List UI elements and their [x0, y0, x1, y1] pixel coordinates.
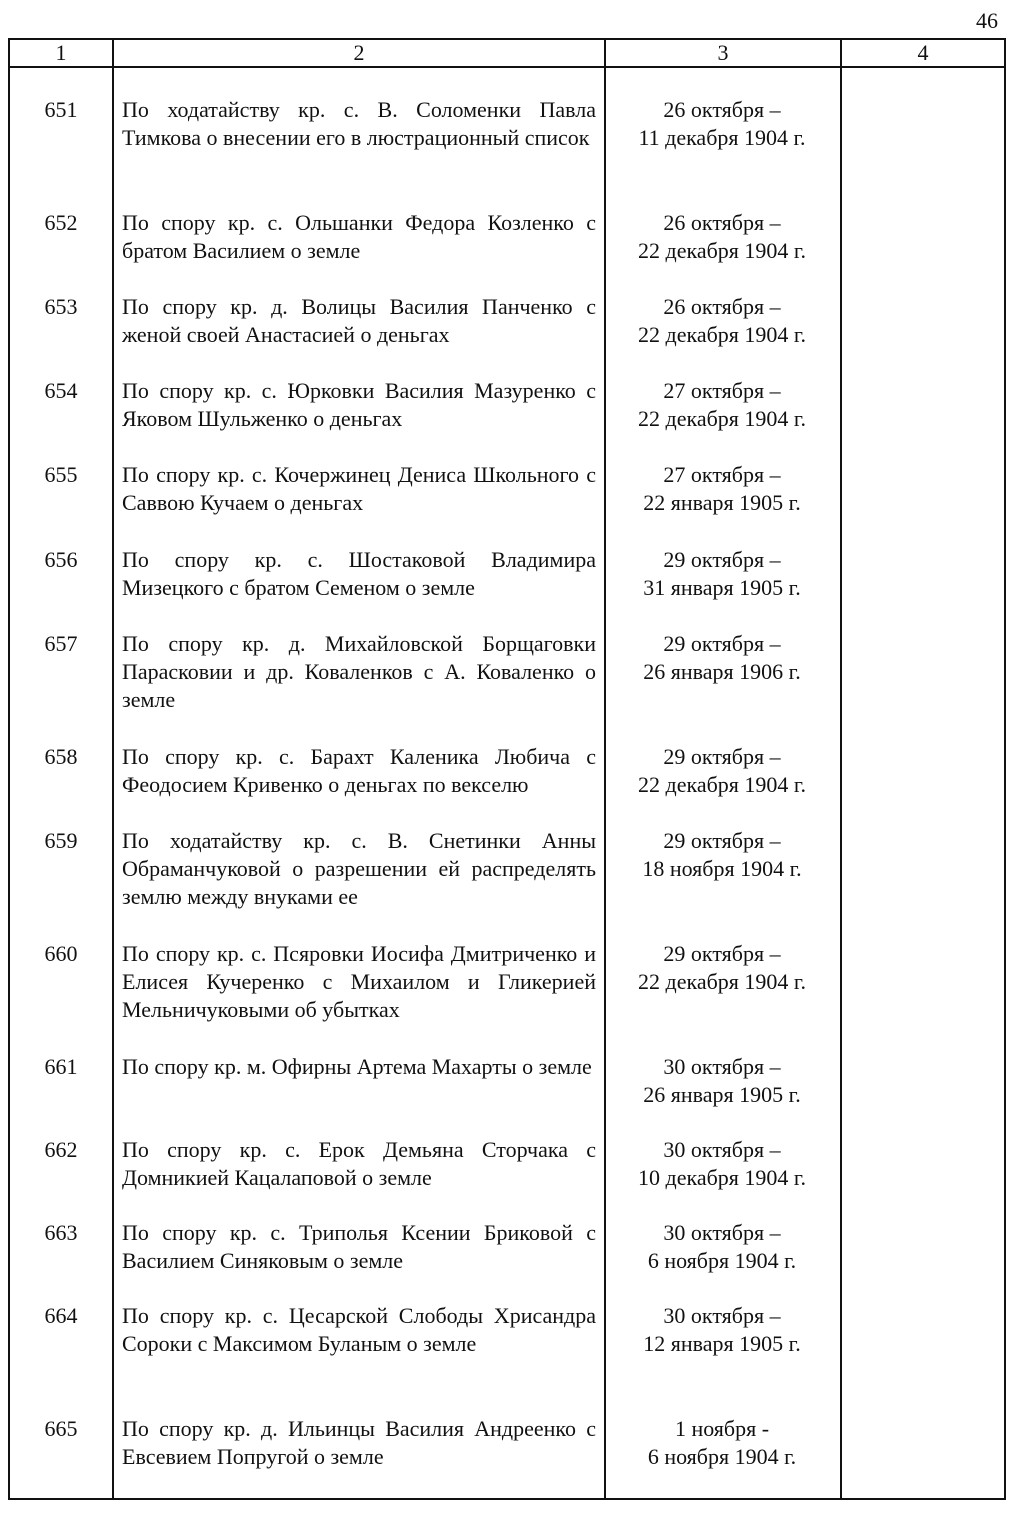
row-number: 658: [44, 744, 78, 769]
row-number: 665: [44, 1416, 78, 1441]
date-to: 22 декабря 1904 г.: [638, 238, 806, 263]
date-from: 30 октября –: [663, 1054, 781, 1079]
date-from: 30 октября –: [663, 1137, 781, 1162]
row-description: По ходатайству кр. с. В. Снетинки Анны Обраманчуковой о разрешении ей распределять землю между внуками ее: [122, 828, 596, 909]
row-description: По спору кр. с. Юрковки Василия Мазуренко с Яковом Шульженко о деньгах: [122, 378, 596, 431]
column-divider: [840, 40, 842, 1498]
date-to: 12 января 1905 г.: [643, 1331, 801, 1356]
header-col-3: 3: [717, 40, 729, 65]
page-number: 46: [976, 8, 998, 33]
row-number: 659: [44, 828, 78, 853]
row-number: 657: [44, 631, 78, 656]
date-from: 29 октября –: [663, 941, 781, 966]
row-description: По спору кр. с. Псяровки Иосифа Дмитриченко и Елисея Кучеренко с Михаилом и Гликерией Мельничуковыми об убытках: [122, 941, 596, 1022]
column-divider: [604, 40, 606, 1498]
row-number: 662: [44, 1137, 78, 1162]
row-dates: [608, 743, 836, 799]
archive-table: [8, 38, 1006, 1500]
row-dates: [608, 377, 836, 433]
date-to: 22 декабря 1904 г.: [638, 322, 806, 347]
row-description: По спору кр. д. Волицы Василия Панченко с женой своей Анастасией о деньгах: [122, 294, 596, 347]
row-number: 664: [44, 1303, 78, 1328]
table-header: [10, 40, 1004, 68]
row-dates: [608, 1136, 836, 1192]
date-from: 26 октября –: [663, 210, 781, 235]
row-description: По спору кр. м. Офирны Артема Махарты о земле: [122, 1054, 592, 1079]
column-divider: [112, 40, 114, 1498]
row-dates: [608, 461, 836, 517]
row-number: 654: [44, 378, 78, 403]
row-dates: [608, 546, 836, 602]
date-from: 29 октября –: [663, 744, 781, 769]
row-number: 653: [44, 294, 78, 319]
row-dates: [608, 827, 836, 883]
row-dates: [608, 1053, 836, 1109]
date-to: 11 декабря 1904 г.: [638, 125, 806, 150]
date-from: 30 октября –: [663, 1220, 781, 1245]
date-from: 29 октября –: [663, 547, 781, 572]
row-description: По спору кр. с. Кочержинец Дениса Школьного с Саввою Кучаем о деньгах: [122, 462, 596, 515]
header-col-2: 2: [353, 40, 365, 65]
row-dates: [608, 1219, 836, 1275]
row-dates: [608, 630, 836, 686]
date-to: 31 января 1905 г.: [643, 575, 801, 600]
date-from: 27 октября –: [663, 462, 781, 487]
date-from: 26 октября –: [663, 97, 781, 122]
row-description: По ходатайству кр. с. В. Соломенки Павла Тимкова о внесении его в люстрационный список: [122, 97, 596, 150]
row-number: 651: [44, 97, 78, 122]
date-to: 6 ноября 1904 г.: [647, 1248, 797, 1273]
date-to: 6 ноября 1904 г.: [647, 1444, 797, 1469]
row-description: По спору кр. с. Триполья Ксении Бриковой с Василием Синяковым о земле: [122, 1220, 596, 1273]
row-number: 663: [44, 1220, 78, 1245]
row-number: 656: [44, 547, 78, 572]
date-from: 29 октября –: [663, 828, 781, 853]
date-from: 1 ноября -: [674, 1416, 770, 1441]
date-to: 26 января 1905 г.: [643, 1082, 801, 1107]
row-description: По спору кр. д. Михайловской Борщаговки Парасковии и др. Коваленков с А. Коваленко о земле: [122, 631, 596, 712]
date-to: 22 января 1905 г.: [643, 490, 801, 515]
row-number: 652: [44, 210, 78, 235]
date-to: 10 декабря 1904 г.: [638, 1165, 806, 1190]
row-description: По спору кр. с. Ольшанки Федора Козленко с братом Василием о земле: [122, 210, 596, 263]
row-description: По спору кр. с. Барахт Каленика Любича с Феодосием Кривенко о деньгах по векселю: [122, 744, 596, 797]
row-description: По спору кр. с. Ерок Демьяна Сторчака с Домникией Кацалаповой о земле: [122, 1137, 596, 1190]
row-number: 661: [44, 1054, 78, 1079]
date-to: 18 ноября 1904 г.: [642, 856, 802, 881]
date-to: 22 декабря 1904 г.: [638, 772, 806, 797]
header-col-4: 4: [917, 40, 929, 65]
date-to: 26 января 1906 г.: [643, 659, 801, 684]
row-dates: [608, 209, 836, 265]
row-number: 660: [44, 941, 78, 966]
date-to: 22 декабря 1904 г.: [638, 969, 806, 994]
row-dates: [608, 940, 836, 996]
row-dates: [608, 96, 836, 152]
date-from: 27 октября –: [663, 378, 781, 403]
row-dates: [608, 1415, 836, 1471]
date-to: 22 декабря 1904 г.: [638, 406, 806, 431]
row-description: По спору кр. с. Шостаковой Владимира Мизецкого с братом Семеном о земле: [122, 547, 596, 600]
row-number: 655: [44, 462, 78, 487]
row-description: По спору кр. д. Ильинцы Василия Андреенко с Евсевием Попругой о земле: [122, 1416, 596, 1469]
row-description: По спору кр. с. Цесарской Слободы Хрисандра Сороки с Максимом Буланым о земле: [122, 1303, 596, 1356]
date-from: 29 октября –: [663, 631, 781, 656]
row-dates: [608, 1302, 836, 1358]
header-col-1: 1: [55, 40, 67, 65]
row-dates: [608, 293, 836, 349]
date-from: 26 октября –: [663, 294, 781, 319]
date-from: 30 октября –: [663, 1303, 781, 1328]
